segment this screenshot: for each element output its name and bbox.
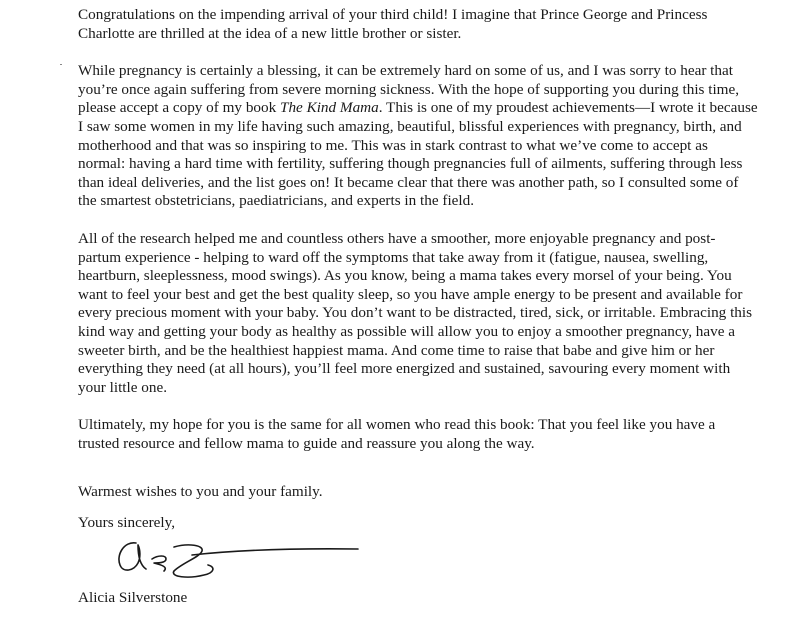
paragraph-pregnancy-book — [78, 62, 758, 211]
signer-name: Alicia Silverstone — [78, 588, 188, 606]
paragraph-congratulations: Congratulations on the impending arrival of your third child! I imagine that Prince George and Princess Charlotte are thrilled at the idea of a new little brother or sister. — [78, 6, 708, 42]
stray-ink-mark — [60, 64, 62, 65]
letter-body — [78, 6, 758, 607]
handwritten-signature — [108, 533, 368, 585]
paragraph-hope: Ultimately, my hope for you is the same for all women who read this book: That you feel like you have a trusted resource and fellow mama to guide and reassure you along the way. — [78, 416, 716, 452]
book-title: The Kind Mama — [280, 99, 379, 117]
paragraph-pregnancy-text-start: While pregnancy is certainly a blessing, it can be extremely hard on some of us, and I was sorry to hear that you’re once again suffering from severe morning sickness. With the hope of supporting you during this time, please accept a copy of my book — [78, 62, 740, 117]
paragraph-wishes: Warmest wishes to you and your family. — [78, 483, 323, 501]
paragraph-research: All of the research helped me and countless others have a smoother, more enjoyable pregnancy and post-partum experience - helping to ward off the symptoms that take away from it (fatigue, nausea, swelling, heartburn, sleeplessness, mood swings). As you know, being a mama takes every morsel of your being. You want to feel your best and get the best quality sleep, so you have ample energy to be present and available for every precious moment with your baby. You don’t want to be distracted, tired, sick, or irritable. Embracing this kind way and getting your body as healthy as possible will allow you to enjoy a smoother pregnancy, have a sweeter birth, and be the healthiest happiest mama. And come time to raise that babe and give him or her everything they need (at all hours), you’ll feel more energized and sustained, savouring every moment with your little one. — [78, 229, 753, 396]
closing-line: Yours sincerely, — [78, 514, 176, 532]
paragraph-pregnancy-text-end: . This is one of my proudest achievements—I wrote it because I saw some women in my life having such amazing, beautiful, blissful experiences with pregnancy, birth, and motherhood and that was so inspiring to me. This was in stark contrast to what we’ve come to accept as normal: having a hard time with fertility, suffering though pregnancies full of ailments, suffering through less than ideal deliveries, and the list goes on! It became clear that there was another path, so I consulted some of the smartest obstetricians, paediatricians, and experts in the field. — [78, 99, 758, 210]
